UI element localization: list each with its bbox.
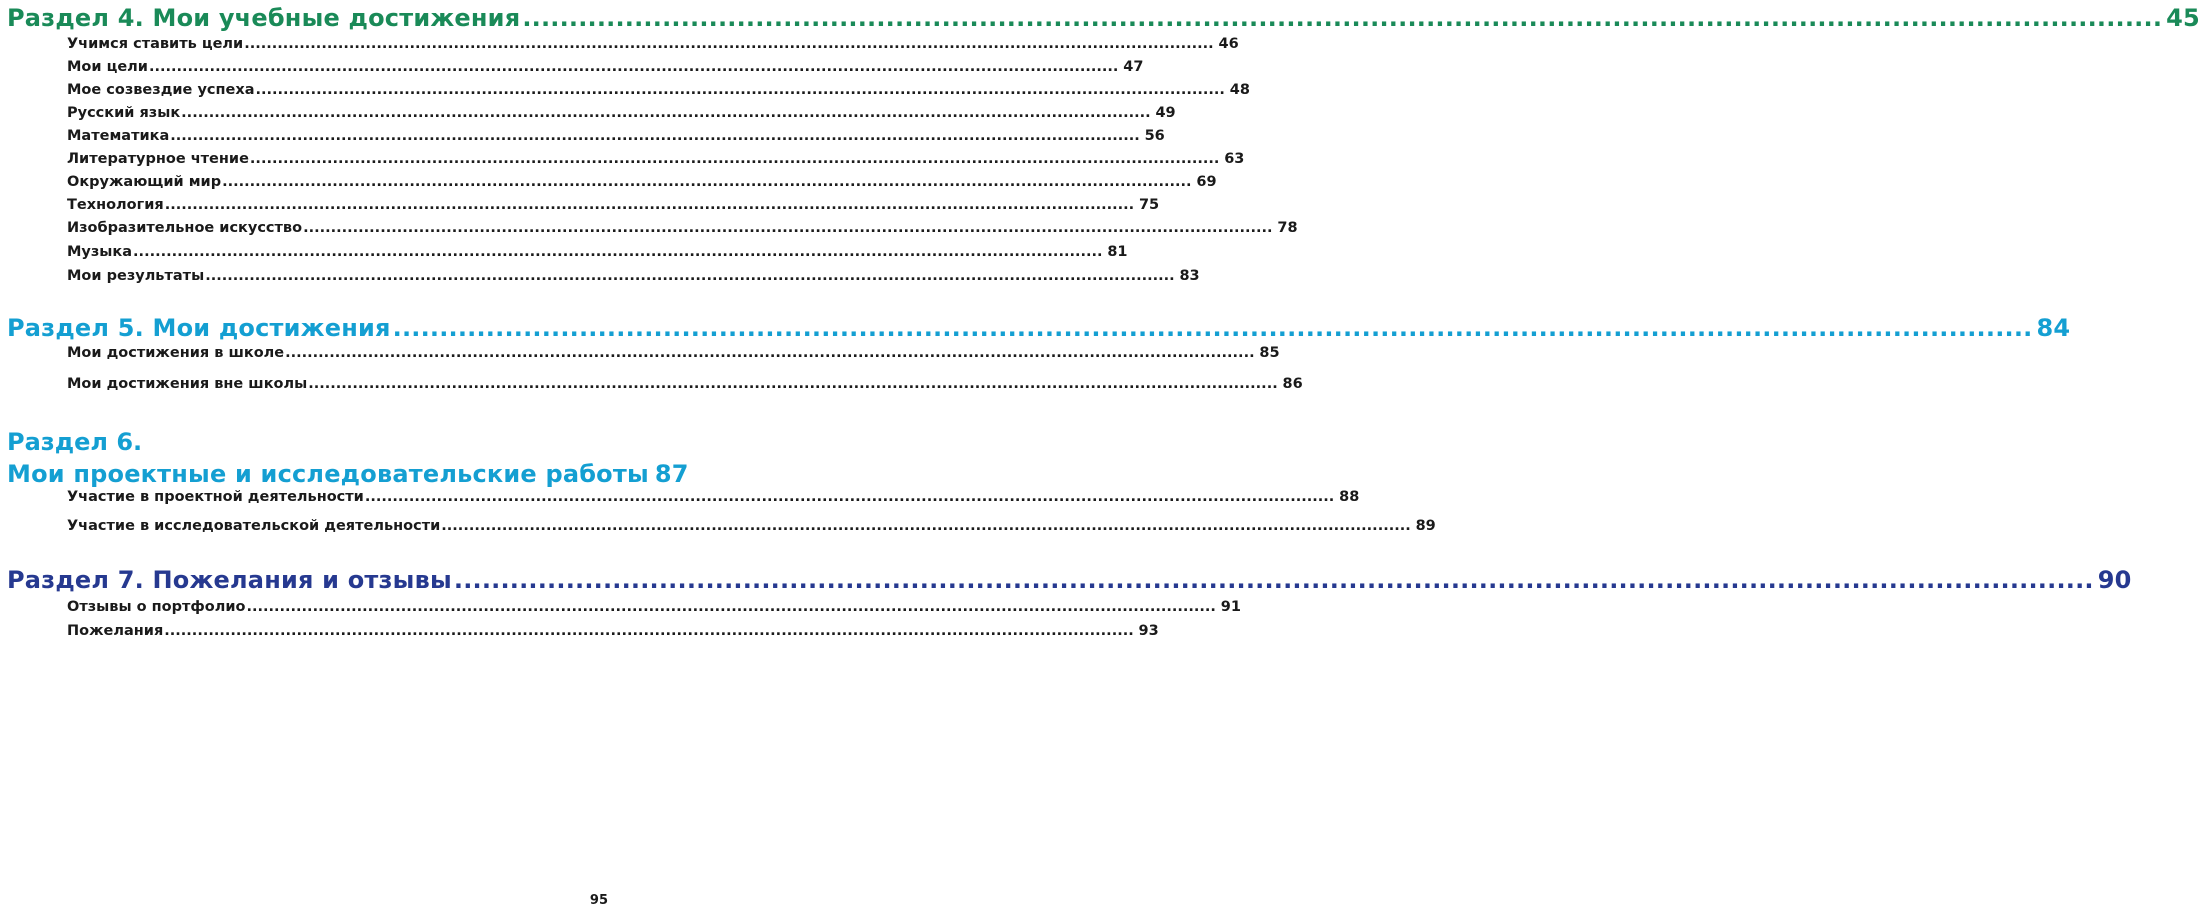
toc-entry-page: 91	[1220, 599, 1241, 615]
dot-leader	[244, 36, 1213, 52]
dot-leader	[181, 105, 1150, 121]
toc-entry[interactable]	[67, 220, 1298, 240]
toc-entry-page: 75	[1138, 197, 1160, 213]
toc-entry-label: Мои результаты	[67, 268, 205, 284]
toc-entry[interactable]	[67, 268, 1200, 288]
toc-entry-page: 89	[1415, 518, 1436, 534]
toc-entry-label: Пожелания	[67, 623, 164, 639]
dot-leader	[133, 244, 1102, 260]
toc-entry-label: Литературное чтение	[67, 151, 249, 167]
toc-entry-page: 78	[1277, 220, 1298, 236]
toc-entry-page: 93	[1138, 623, 1159, 639]
toc-entry-label: Участие в исследовательской деятельности	[67, 518, 441, 534]
dot-leader	[522, 4, 2162, 32]
dot-leader	[303, 220, 1272, 236]
section-6-heading[interactable]	[7, 460, 689, 490]
toc-entry[interactable]	[67, 197, 1160, 217]
toc-entry[interactable]	[67, 244, 1128, 264]
toc-entry-page: 86	[1282, 376, 1303, 392]
dot-leader	[454, 566, 2094, 594]
toc-entry[interactable]	[67, 599, 1241, 619]
toc-entry-page: 63	[1224, 151, 1245, 167]
toc-entry[interactable]	[67, 105, 1176, 125]
toc-entry-label: Участие в проектной деятельности	[67, 489, 364, 505]
dot-leader	[308, 376, 1277, 392]
toc-entry-label: Мои цели	[67, 59, 148, 75]
section-4-heading[interactable]	[7, 4, 2200, 34]
section-5-page: 84	[2036, 314, 2071, 342]
dot-leader	[250, 151, 1219, 167]
toc-entry-page: 46	[1218, 36, 1239, 52]
dot-leader	[255, 82, 1224, 98]
toc-entry-page: 83	[1179, 268, 1200, 284]
toc-entry-page: 88	[1339, 489, 1360, 505]
dot-leader	[170, 128, 1139, 144]
toc-entry-label: Окружающий мир	[67, 174, 222, 190]
toc-entry-page: 56	[1144, 128, 1165, 144]
toc-entry-label: Мои достижения в школе	[67, 345, 285, 361]
dot-leader	[365, 489, 1334, 505]
toc-entry[interactable]	[67, 151, 1245, 171]
toc-entry-label: Учимся ставить цели	[67, 36, 244, 52]
toc-entry[interactable]	[67, 128, 1165, 148]
section-7-heading[interactable]	[7, 566, 2132, 596]
toc-entry-page: 49	[1155, 105, 1176, 121]
toc-entry-label: Мое созвездие успеха	[67, 82, 255, 98]
section-5-heading[interactable]	[7, 314, 2071, 344]
toc-entry-page: 85	[1259, 345, 1280, 361]
dot-leader	[205, 268, 1174, 284]
section-6-title: Мои проектные и исследовательские работы	[7, 460, 649, 488]
toc-entry-page: 47	[1123, 59, 1144, 75]
page-number: 95	[589, 893, 608, 908]
toc-entry-label: Отзывы о портфолио	[67, 599, 246, 615]
dot-leader	[149, 59, 1118, 75]
toc-entry-label: Мои достижения вне школы	[67, 376, 308, 392]
section-4-title: Раздел 4. Мои учебные достижения	[7, 4, 521, 32]
toc-entry-page: 48	[1229, 82, 1250, 98]
dot-leader	[165, 197, 1134, 213]
section-4-page: 45	[2166, 4, 2200, 32]
section-6-page: 87	[654, 460, 689, 488]
dot-leader	[164, 623, 1133, 639]
toc-entry[interactable]	[67, 376, 1303, 396]
dot-leader	[393, 314, 2033, 342]
section-7-title: Раздел 7. Пожелания и отзывы	[7, 566, 452, 594]
dot-leader	[246, 599, 1215, 615]
toc-entry-label: Технология	[67, 197, 164, 213]
toc-entry[interactable]	[67, 518, 1436, 538]
toc-entry[interactable]	[67, 345, 1280, 365]
toc-entry-label: Математика	[67, 128, 170, 144]
toc-entry-page: 69	[1196, 174, 1217, 190]
dot-leader	[285, 345, 1254, 361]
dot-leader	[441, 518, 1410, 534]
toc-entry-page: 81	[1107, 244, 1128, 260]
section-6-title-line1: Раздел 6.	[7, 428, 143, 456]
toc-entry[interactable]	[67, 489, 1360, 509]
toc-entry[interactable]	[67, 623, 1159, 643]
toc-entry[interactable]	[67, 82, 1250, 102]
toc-entry-label: Музыка	[67, 244, 133, 260]
section-7-page: 90	[2097, 566, 2132, 594]
toc-entry[interactable]	[67, 174, 1217, 194]
toc-entry-label: Русский язык	[67, 105, 181, 121]
section-5-title: Раздел 5. Мои достижения	[7, 314, 391, 342]
toc-entry[interactable]	[67, 59, 1144, 79]
dot-leader	[222, 174, 1191, 190]
toc-entry-label: Изобразительное искусство	[67, 220, 303, 236]
toc-entry[interactable]	[67, 36, 1239, 56]
